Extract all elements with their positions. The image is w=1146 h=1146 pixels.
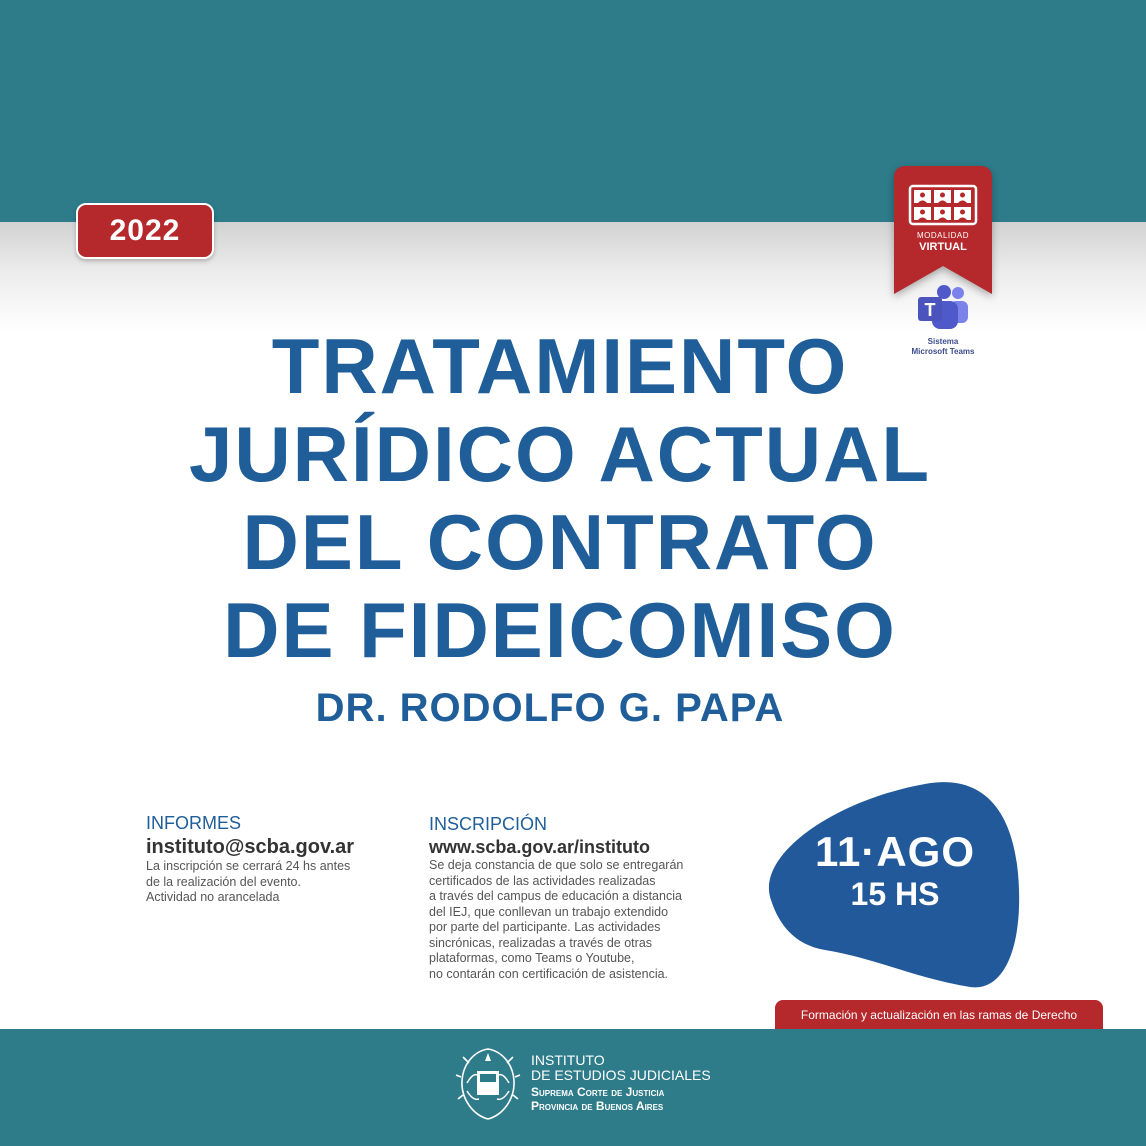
inscripcion-line: a través del campus de educación a distancia [429,889,682,903]
inscripcion-line: del IEJ, que conllevan un trabajo extendido [429,904,669,919]
event-time: 15 HS [850,876,940,912]
modality-value: VIRTUAL [919,241,967,253]
informes-email[interactable]: instituto@scba.gov.ar [146,836,355,858]
platform-line-1: Sistema [927,337,959,346]
inscripcion-url[interactable]: www.scba.gov.ar/instituto [429,837,651,857]
institute-name-2: DE ESTUDIOS JUDICIALES [531,1067,711,1083]
inscripcion-line: por parte del participante. Las actividades [429,920,661,934]
institute-seal-icon [455,1043,521,1123]
footer-tagline: Formación y actualización en las ramas de Derecho [775,1000,1103,1030]
event-date: 11·AGO [814,828,976,875]
informes-line: de la realización del evento. [146,874,301,889]
inscripcion-line: certificados de las actividades realizadas [429,873,656,888]
inscripcion-line: Se deja constancia de que solo se entregarán [429,858,684,872]
year-badge: 2022 [76,203,214,259]
inscripcion-section [429,814,729,982]
title-line-2: JURÍDICO ACTUAL [188,410,932,498]
title-line-1: TRATAMIENTO [271,322,849,410]
inscripcion-heading: INSCRIPCIÓN [429,814,548,834]
inscripcion-line: sincrónicas, realizadas a través de otras [429,935,653,950]
informes-line: Actividad no arancelada [146,890,280,904]
informes-line: La inscripción se cerrará 24 hs antes [146,859,351,873]
inscripcion-line: plataformas, como Teams o Youtube, [429,951,635,965]
platform-line-2: Microsoft Teams [911,347,975,356]
title-line-4: DE FIDEICOMISO [223,586,897,674]
institute-name-1: INSTITUTO [531,1052,605,1068]
title-line-3: DEL CONTRATO [242,498,878,586]
speaker-name: DR. RODOLFO G. PAPA [315,686,785,730]
inscripcion-line: no contarán con certificación de asistencia. [429,966,669,981]
event-title [110,322,1010,674]
svg-text:T: T [924,300,936,320]
informes-heading: INFORMES [146,813,242,833]
modality-label: MODALIDAD [916,231,970,240]
institute-province: Provincia de Buenos Aires [531,1099,664,1113]
institute-court: Suprema Corte de Justicia [531,1085,665,1099]
informes-section [146,813,406,906]
